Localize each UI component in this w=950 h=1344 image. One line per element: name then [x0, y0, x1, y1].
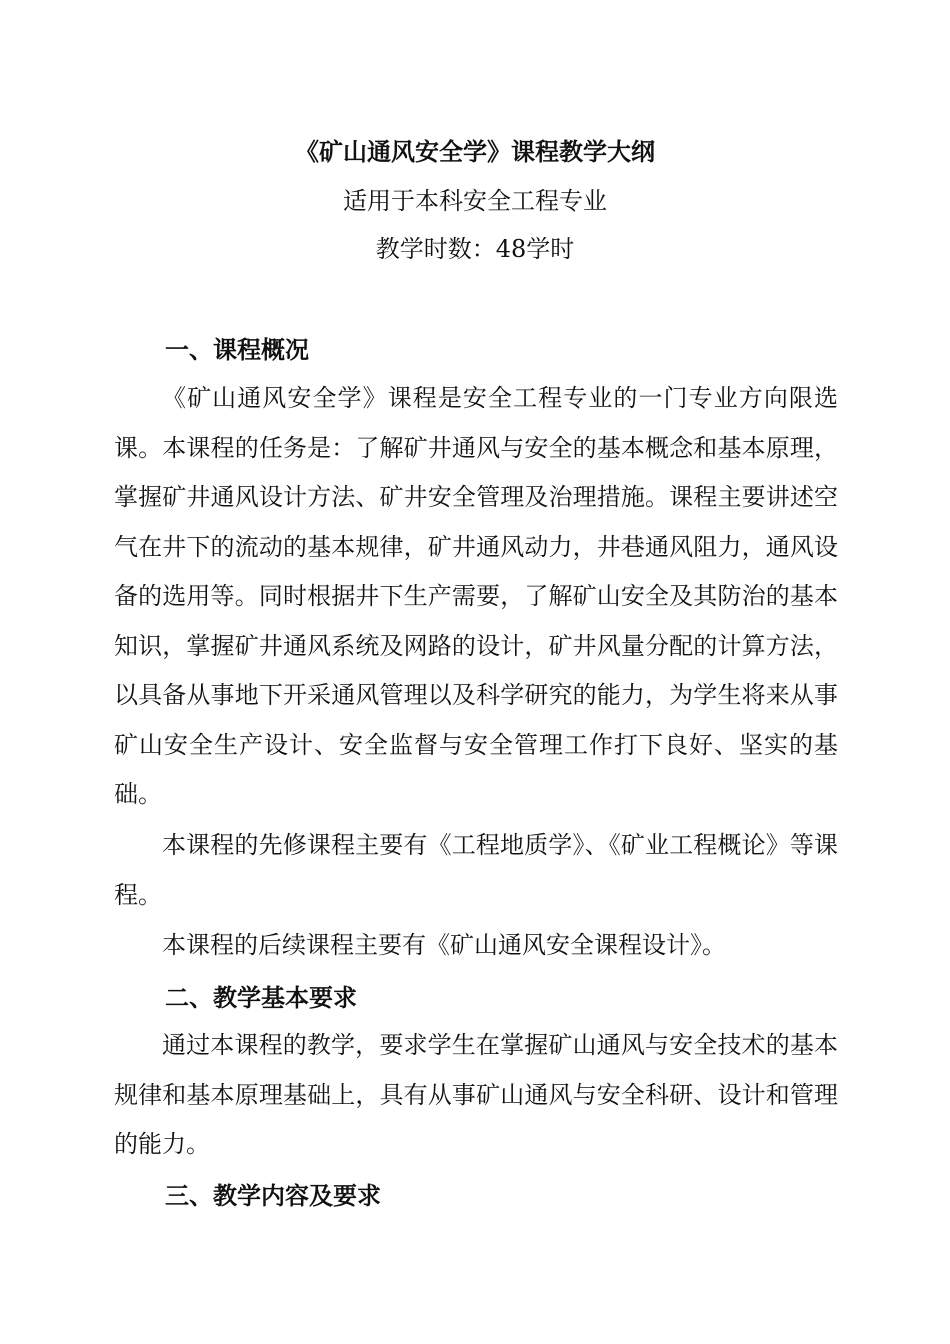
prerequisite-paragraph: 本课程的先修课程主要有《工程地质学》、《矿业工程概论》等课程。 — [114, 831, 838, 909]
followup-course-paragraph: 本课程的后续课程主要有《矿山通风安全课程设计》。 — [162, 931, 726, 959]
document-subtitle: 适用于本科安全工程专业 — [343, 187, 607, 215]
requirements-paragraph: 通过本课程的教学，要求学生在掌握矿山通风与安全技术的基本规律和基本原理基础上，具有从事矿山通风与安全科研、设计和管理的能力。 — [114, 1031, 838, 1158]
document-title: 《矿山通风安全学》课程教学大纲 — [295, 137, 655, 166]
section-heading-requirements: 二、教学基本要求 — [165, 983, 357, 1012]
overview-paragraph: 《矿山通风安全学》课程是安全工程专业的一门专业方向限选课。本课程的任务是：了解矿井通风与安全的基本概念和基本原理，掌握矿井通风设计方法、矿井安全管理及治理措施。课程主要讲述空气在井下的流动的基本规律，矿井通风动力，井巷通风阻力，通风设备的选用等。同时根据井下生产需要，了解矿山安全及其防治的基本知识，掌握矿井通风系统及网路的设计，矿井风量分配的计算方法，以具备从事地下开采通风管理以及科学研究的能力，为学生将来从事矿山安全生产设计、安全监督与安全管理工作打下良好、坚实的基础。 — [114, 384, 838, 808]
section-heading-overview: 一、课程概况 — [165, 335, 309, 364]
section-heading-content: 三、教学内容及要求 — [165, 1181, 381, 1210]
teaching-hours: 教学时数：48学时 — [375, 235, 575, 263]
